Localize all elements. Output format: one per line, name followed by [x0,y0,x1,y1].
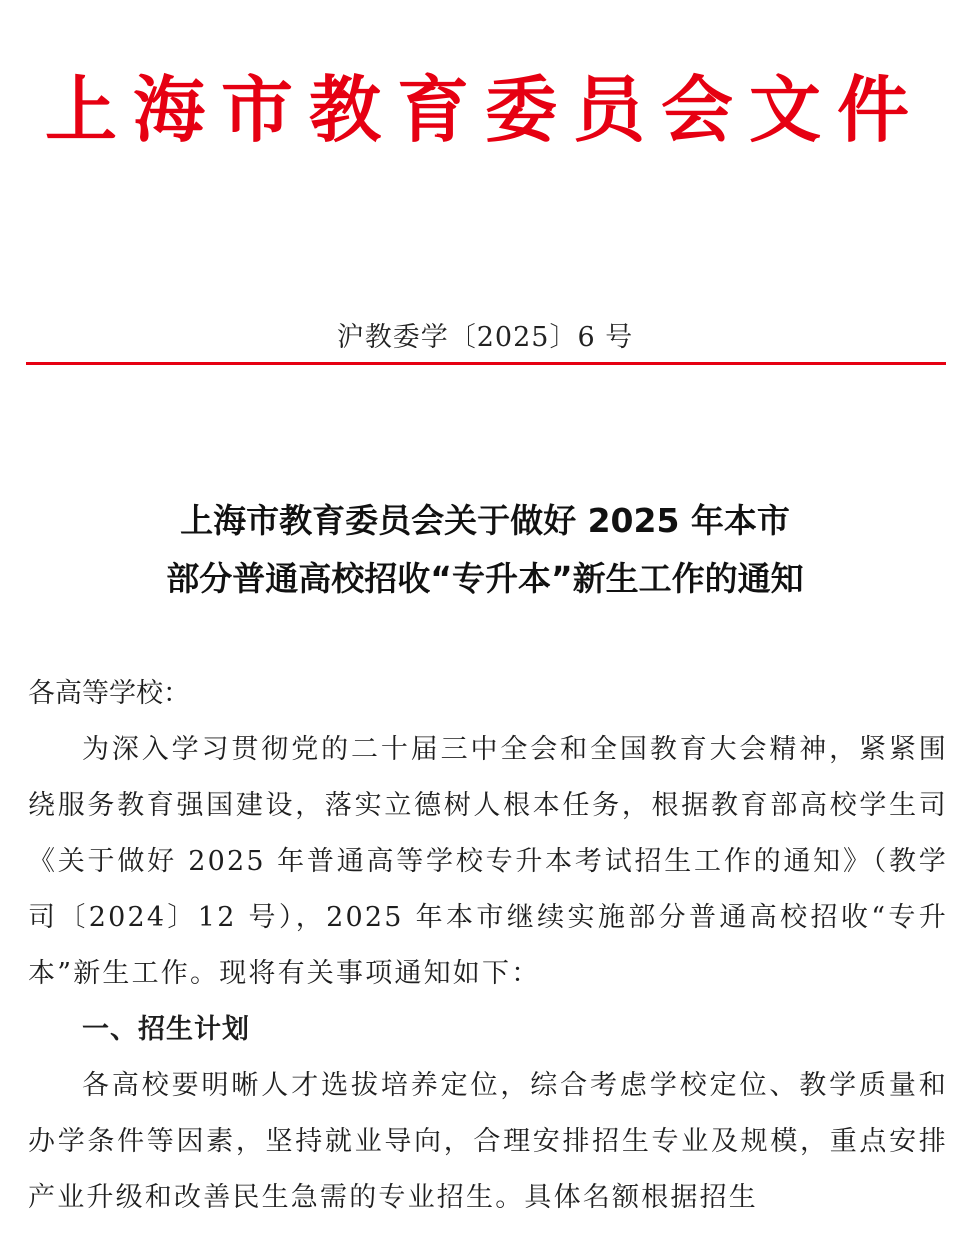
red-divider-rule [26,362,946,365]
issuer-masthead: 上海市教育委员会文件 [44,68,925,152]
notice-title-line-2: 部分普通高校招收“专升本”新生工作的通知 [166,559,804,598]
intro-paragraph: 为深入学习贯彻党的二十届三中全会和全国教育大会精神，紧紧围绕服务教育强国建设，落实立德树人根本任务，根据教育部高校学生司《关于做好 2025 年普通高等学校专升本考试招生工作的通知》（教学司〔2024〕12 号），2025 年本市继续实施部分普通高校招收“专升本”新生工作。现将有关事项通知如下： [28,734,948,989]
section-heading-enrollment-plan: 一、招生计划 [82,1014,250,1045]
notice-body [28,666,948,1226]
document-number: 沪教委学〔2025〕6 号 [336,322,634,353]
salutation: 各高等学校： [28,678,190,709]
notice-title [0,492,970,608]
notice-title-line-1: 上海市教育委员会关于做好 2025 年本市 [180,501,790,540]
section-paragraph-enrollment-plan: 各高校要明晰人才选拔培养定位，综合考虑学校定位、教学质量和办学条件等因素，坚持就业导向，合理安排招生专业及规模，重点安排产业升级和改善民生急需的专业招生。具体名额根据招生 [28,1070,948,1213]
